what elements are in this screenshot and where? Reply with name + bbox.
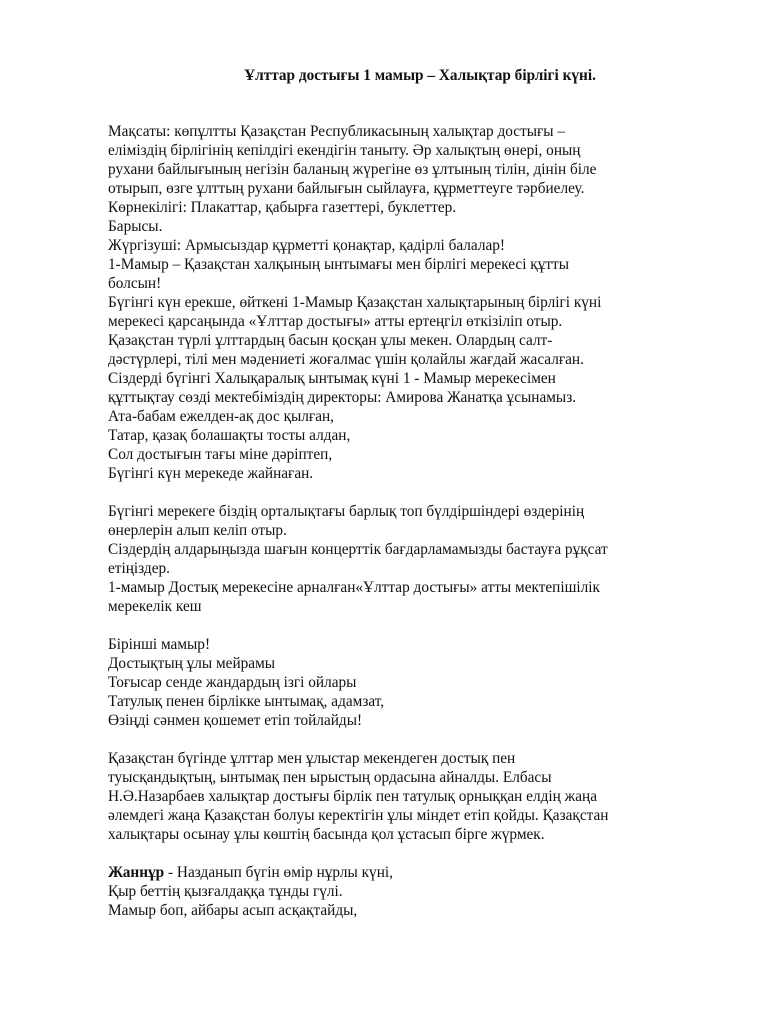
text-line: Барысы. <box>108 218 163 235</box>
text-line: өнерлерін алып келіп отыр. <box>108 522 287 539</box>
paragraph-gap <box>108 730 728 749</box>
document-body <box>108 122 728 844</box>
text-line: рухани байлығының негізін баланың жүрегіне өз ұлтының тілін, дінін біле <box>108 161 597 178</box>
poem-line: Мамыр боп, айбары асып асқақтайды, <box>108 902 358 919</box>
text-line: 1-Мамыр – Қазақстан халқының ынтымағы мен бірлігі мерекесі құтты <box>108 256 570 273</box>
text-line: дәстүрлері, тілі мен мәдениеті жоғалмас үшін қолайлы жағдай жасалған. <box>108 351 584 368</box>
text-line: құттықтау сөзді мектебіміздің директоры: Амирова Жанатқа ұсынамыз. <box>108 389 577 406</box>
text-line: Бірінші мамыр! <box>108 636 211 653</box>
text-line: мерекелік кеш <box>108 598 202 615</box>
text-line: 1-мамыр Достық мерекесіне арналған«Ұлттар достығы» атты мектепішілік <box>108 579 600 596</box>
text-line: Қазақстан бүгінде ұлттар мен ұлыстар мекендеген достық пен <box>108 750 516 767</box>
paragraph-gap <box>108 483 728 502</box>
text-line: туысқандықтың, ынтымақ пен ырыстың ордасына айналды. Елбасы <box>108 769 552 786</box>
poem-line: Қыр беттің қызғалдаққа тұнды гүлі. <box>108 883 343 900</box>
paragraph-gap <box>108 616 728 635</box>
text-line: еліміздің бірлігінің кепілдігі екендігін таныту. Әр халықтың өнері, оның <box>108 142 581 159</box>
text-line: Сол достығын тағы міне дәріптеп, <box>108 446 333 463</box>
text-line: Тоғысар сенде жандардың ізгі ойлары <box>108 674 357 691</box>
text-line: етіңіздер. <box>108 560 170 577</box>
text-line: халықтары осынау ұлы көштің басында қол ұстасып бірге жүрмек. <box>108 826 545 843</box>
text-line: әлемдегі жаңа Қазақстан болуы керектігін ұлы міндет етіп қойды. Қазақстан <box>108 807 609 824</box>
text-line: Бүгінгі мерекеге біздің орталықтағы барлық топ бүлдіршіндері өздерінің <box>108 503 585 520</box>
text-line: Жүргізуші: Армысыздар құрметті қонақтар, қадірлі балалар! <box>108 237 505 254</box>
text-line: болсын! <box>108 275 162 292</box>
poem-first-line-text: - Назданып бүгін өмір нұрлы күні, <box>164 864 393 881</box>
text-line: Н.Ә.Назарбаев халықтар достығы бірлік пен татулық орныққан елдің жаңа <box>108 788 597 805</box>
text-line: Қазақстан түрлі ұлттардың басын қосқан ұлы мекен. Олардың салт- <box>108 332 553 349</box>
text-line: Сіздерді бүгінгі Халықаралық ынтымақ күні 1 - Мамыр мерекесімен <box>108 370 556 387</box>
text-line: Достықтың ұлы мейрамы <box>108 655 276 672</box>
text-line: Өзіңді сәнмен қошемет етіп тойлайды! <box>108 712 363 729</box>
text-line: отырып, өзге ұлттың рухани байлығын сыйлауға, құрметтеуге тәрбиелеу. <box>108 180 585 197</box>
text-line: мерекесі қарсаңында «Ұлттар достығы» атты ертеңгіл өткізіліп отыр. <box>108 313 563 330</box>
poem-first-line <box>108 863 728 882</box>
text-line: Көрнекілігі: Плакаттар, қабырға газеттері, буклеттер. <box>108 199 457 216</box>
paragraph-gap <box>108 844 728 863</box>
text-line: Бүгінгі күн мерекеде жайнаған. <box>108 465 314 482</box>
text-line: Татар, қазақ болашақты тосты алдан, <box>108 427 351 444</box>
text-line: Бүгінгі күн ерекше, өйткені 1-Мамыр Қазақстан халықтарының бірлігі күні <box>108 294 602 311</box>
text-line: Мақсаты: көпұлтты Қазақстан Республикасының халықтар достығы – <box>108 123 566 140</box>
text-line: Татулық пенен бірлікке ынтымақ, адамзат, <box>108 693 385 710</box>
text-line: Ата-бабам ежелден-ақ дос қылған, <box>108 408 335 425</box>
speaker-name: Жаннұр <box>108 864 165 881</box>
document-title: Ұлттар достығы 1 мамыр – Халықтар бірлігі күні. <box>244 67 596 84</box>
text-line: Сіздердің алдарыңызда шағын концерттік бағдарламамызды бастауға рұқсат <box>108 541 608 558</box>
